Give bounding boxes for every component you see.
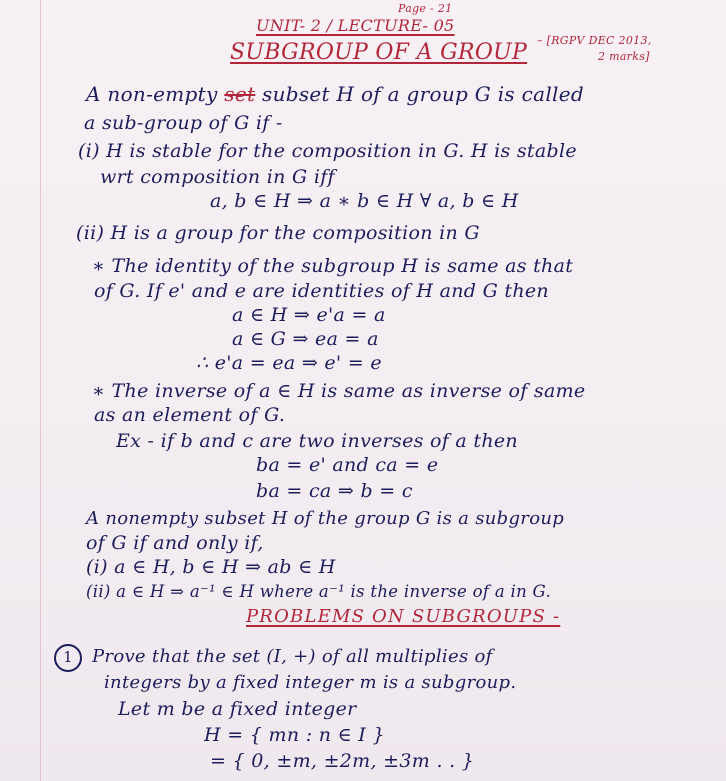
unit-lecture: UNIT- 2 / LECTURE- 05 — [256, 16, 455, 35]
identity-eq-1: a ∈ H ⇒ e'a = a — [232, 304, 386, 326]
definition-text-a: A non-empty — [86, 82, 218, 106]
definition-line-2: a sub-group of G if - — [84, 112, 283, 134]
problem-text-1: Prove that the set (I, +) of all multiplies of — [92, 646, 493, 667]
condition-i-cont: wrt composition in G iff — [100, 166, 335, 188]
subgroup-test-1: A nonempty subset H of the group G is a subgroup — [86, 508, 565, 529]
page-title: SUBGROUP OF A GROUP — [230, 40, 528, 65]
condition-i: (i) H is stable for the composition in G. H is stable — [78, 140, 577, 162]
problems-heading: PROBLEMS ON SUBGROUPS - — [246, 606, 561, 627]
problem-1-line-4: H = { mn : n ∈ I } — [204, 724, 385, 746]
definition-line-1 — [86, 82, 584, 106]
subgroup-test-i: (i) a ∈ H, b ∈ H ⇒ ab ∈ H — [86, 556, 336, 578]
identity-note-1: ∗ The identity of the subgroup H is same as that — [92, 255, 574, 277]
margin-rule — [40, 0, 41, 781]
problem-1-line-3: Let m be a fixed integer — [118, 698, 357, 720]
problem-number: 1 — [54, 644, 82, 672]
problem-1-line-1 — [54, 644, 493, 672]
identity-eq-3: ∴ e'a = ea ⇒ e' = e — [196, 352, 382, 374]
page-number: Page - 21 — [398, 2, 453, 15]
identity-note-2: of G. If e' and e are identities of H and G then — [94, 280, 549, 302]
inverse-note-1: ∗ The inverse of a ∈ H is same as inverse of same — [92, 380, 586, 402]
subgroup-test-ii: (ii) a ∈ H ⇒ a⁻¹ ∈ H where a⁻¹ is the inverse of a in G. — [86, 582, 551, 601]
problem-1-line-5: = { 0, ±m, ±2m, ±3m . . } — [210, 750, 475, 772]
identity-eq-2: a ∈ G ⇒ ea = a — [232, 328, 379, 350]
exam-reference: – [RGPV DEC 2013, — [537, 34, 652, 47]
inverse-eq-1: ba = e' and ca = e — [256, 454, 439, 476]
inverse-note-2: as an element of G. — [94, 404, 286, 426]
problem-1-line-2: integers by a fixed integer m is a subgroup. — [104, 672, 517, 693]
closure-formula: a, b ∈ H ⇒ a ∗ b ∈ H ∀ a, b ∈ H — [210, 190, 519, 212]
exam-marks: 2 marks] — [598, 50, 650, 63]
subgroup-test-2: of G if and only if, — [86, 532, 264, 554]
struck-word: set — [224, 82, 256, 106]
inverse-eq-2: ba = ca ⇒ b = c — [256, 480, 413, 502]
inverse-example: Ex - if b and c are two inverses of a then — [116, 430, 518, 452]
condition-ii: (ii) H is a group for the composition in G — [76, 222, 480, 244]
definition-text-b: subset H of a group G is called — [262, 82, 584, 106]
